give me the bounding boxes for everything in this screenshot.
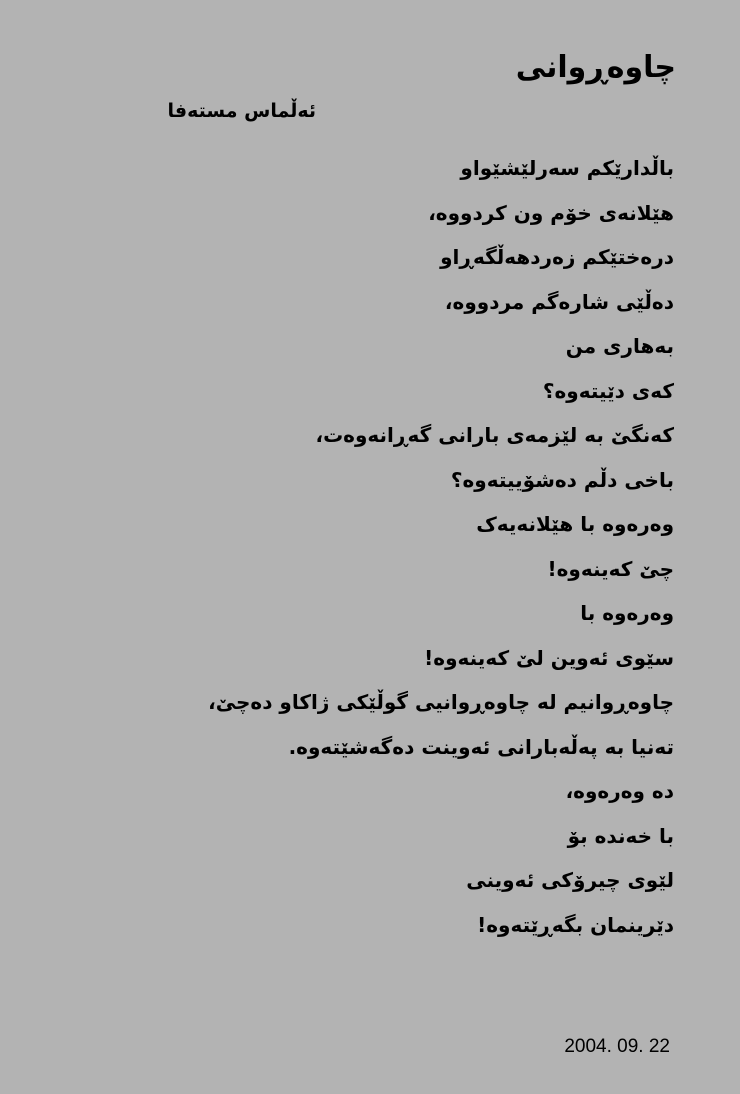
poem-line: کەی دێیتەوە؟ (542, 378, 674, 403)
poem-body (74, 146, 674, 947)
poem-line: درەختێکم زەردهەڵگەڕاو (440, 245, 674, 269)
poem-line: چێ کەینەوە! (547, 556, 674, 581)
poem-line: بەهاری من (565, 334, 674, 358)
poem-line: سێوی ئەوین لێ کەینەوە! (424, 645, 674, 670)
poem-line: چاوەڕوانیم لە چاوەڕوانیی گوڵێکی ژاکاو دەچێ، (208, 690, 674, 714)
poem-title: چاوەڕوانی (515, 50, 676, 85)
poem-line: باخی دڵم دەشۆییتەوە؟ (450, 467, 674, 492)
poem-line: هێلانەی خۆم ون کردووە، (428, 200, 674, 225)
poem-line: تەنیا بە پەڵەبارانی ئەوینت دەگەشێتەوە. (288, 734, 674, 759)
poem-line: دە وەرەوە، (565, 779, 674, 803)
poem-line: دێرینمان بگەڕێتەوە! (477, 912, 674, 937)
poem-line: وەرەوە با (580, 601, 674, 625)
poem-author: ئەڵماس مستەفا (167, 100, 316, 122)
poem-line: باڵدارێکم سەرلێشێواو (460, 156, 674, 180)
poem-line: کەنگێ بە لێزمەی بارانی گەڕانەوەت، (315, 423, 674, 447)
poem-line: لێوی چیرۆکی ئەوینی (466, 868, 674, 892)
poem-line: وەرەوە با هێلانەیەک (476, 512, 674, 536)
poem-line: با خەندە بۆ (567, 823, 674, 848)
poem-date: 2004. 09. 22 (564, 1036, 670, 1057)
poem-line: دەڵێی شارەگم مردووە، (444, 289, 674, 314)
